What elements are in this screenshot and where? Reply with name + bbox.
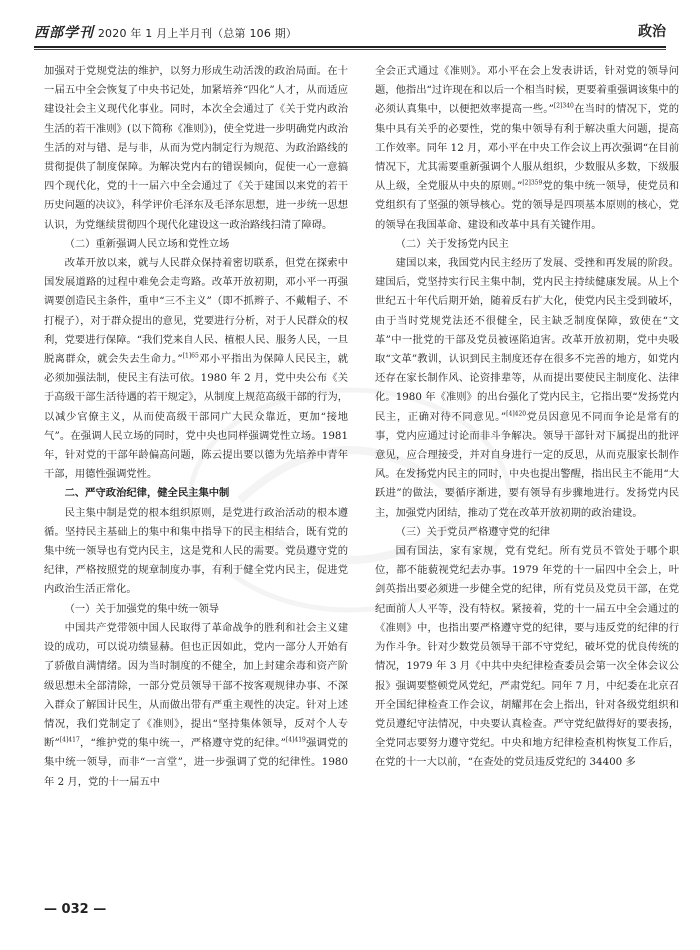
paragraph: 民主集中制是党的根本组织原则，是党进行政治活动的根本遵循。坚持民主基础上的集中和集中指导下的民主相结合，既有党的集中统一领导也有党内民主，这是党和人民的需要。党员遵守党的纪律，严格按照党的规章制度办事，有利于健全党内民主，促进党内政治生活正常化。 [44, 506, 348, 596]
subsection-heading: （一）关于加强党的集中统一领导 [64, 602, 220, 615]
paragraph: 加强对于党规党法的维护，以努力形成生动活泼的政治局面。在十一届五中全会恢复了中央书记处，加紧培养“四化”人才，从而适应建设社会主义现代化事业。同时，本次全会通过了《关于党内政治生活的若干准则》(以下简称《准则》)，使全党进一步明确党内政治生活的对与错、是与非，从而为党内制定行为规范、为政治路线的贯彻提供了制度保障。为解决党内右的错误倾向，促使一心一意搞四个现代化，党的十一届六中全会通过了《关于建国以来党的若干历史问题的决议》，科学评价毛泽东及毛泽东思想，进一步统一思想认识，为党继续贯彻四个现代化建设这一政治路线扫清了障碍。 [44, 65, 348, 231]
paragraph-text: 强调党的集中统一领导，而非“一言堂”，进一步强调了党的纪律性。1980 年 2 月，党的十一届五中 [44, 737, 349, 788]
paragraph [375, 62, 679, 235]
running-header [34, 20, 666, 44]
right-column [375, 62, 679, 773]
paragraph-text: 党的集中统一领导，使党员和党组织有了坚强的领导核心。党的领导是四项基本原则的核心，党的领导在我国革命、建设和改革中具有关键作用。 [375, 180, 679, 231]
citation: [4]420 [506, 410, 527, 418]
subsection-heading: （二）重新强调人民立场和党性立场 [64, 237, 230, 250]
issue-info: 2020 年 1 月上半月刊（总第 106 期） [97, 27, 298, 40]
paragraph [44, 254, 348, 484]
subsection-heading: （三）关于党员严格遵守党的纪律 [395, 525, 551, 538]
paragraph-text: 改革开放以来，就与人民群众保持着密切联系，但党在探索中国发展道路的过程中难免会走弯路。改革开放初期，邓小平一再强调要创造民主条件，重申“三不主义”（即不抓辫子、不戴帽子、不打棍子），对于群众提出的意见，党要进行分析，对于人民群众的权利，党要进行保障。“我们党来自人民、植根人民、服务人民，一旦脱离群众，就会失去生命力。” [44, 257, 348, 366]
citation: [4]417 [59, 736, 80, 744]
section-label: 政治 [638, 24, 666, 40]
journal-info [34, 22, 297, 42]
subsection-heading: （二）关于发扬党内民主 [395, 237, 509, 250]
header-rule-thin [34, 49, 666, 50]
section-heading: 二、严守政治纪律，健全民主集中制 [64, 487, 230, 500]
citation: [1]65 [182, 352, 199, 360]
citation: [2]340 [553, 102, 574, 110]
paragraph-text: 邓小平指出为保障人民民主，就必须加强法制，使民主有法可依。1980 年 2 月，党中央公布《关于高级干部生活待遇的若干规定》，从制度上规范高级干部的行为，以减少官僚主义，从而使高级干部同广大民众靠近，更加“接地气”。在强调人民立场的同时，党中央也同样强调党性立场。1981 年，针对党的干部年龄偏高问题，陈云提出要以德为先培养中青年干部，用德性强调党性。 [44, 353, 348, 481]
page-number: — 032 — [44, 902, 107, 917]
paragraph-text: ，“维护党的集中统一，严格遵守党的纪律。” [79, 737, 286, 750]
paragraph-text: 党员因意见不同而争论是常有的事，党内应通过讨论而非斗争解决。领导干部针对下属提出的批评意见，应合理接受，并对自身进行一定的反思，从而克服家长制作风。在发扬党内民主的同时，中央也提出警醒，指出民主不能用“大跃进”的做法，要循序渐进，要有领导有步骤地进行。发扬党内民主，加强党内团结，推动了党在改革开放初期的政治建设。 [375, 410, 679, 519]
citation: [4]419 [285, 736, 306, 744]
paragraph-text: 建国以来，我国党内民主经历了发展、受挫和再发展的阶段。建国后，党坚持实行民主集中制，党内民主持续健康发展。从上个世纪五十年代后期开始，随着反右扩大化，使党内民主受到破坏，由于当时党规党法还不很健全，民主缺乏制度保障，致使在“文革”中一批党的干部及党员被诬陷迫害。改革开放初期，党中央吸取“文革”教训，认识到民主制度还存在很多不完善的地方，如党内还存在家长制作风、论资排辈等，从而提出要使民主制度化、法律化。1980 年《准则》的出台强化了党内民主，它指出要“发扬党内民主，正确对待不同意见。” [375, 257, 679, 423]
paragraph [44, 619, 348, 792]
journal-title: 西部学刊 [34, 25, 94, 41]
paragraph-text: 在当时的情况下，党的集中具有关乎的必要性，党的集中领导有利于解决重大问题，提高工作效率。同年 12 月，邓小平在中央工作会议上再次强调“在目前情况下，尤其需要重新强调个人服从组织，少数服从多数，下级服从上级，全党服从中央的原则。” [375, 103, 679, 193]
header-rule-thick [34, 46, 666, 48]
paragraph: 国有国法，家有家规，党有党纪。所有党员不管处于哪个职位，都不能藐视党纪去办事。1979 年党的十一届四中全会上，叶剑英指出要必须进一步健全党的纪律，所有党员及党员干部，在党纪面前人人平等，没有特权。紧接着，党的十一届五中全会通过的《准则》中，也指出要严格遵守党的纪律，要与违反党的纪律的行为作斗争。针对少数党员领导干部不守党纪，破坏党的优良传统的情况，1979 年 3 月《中共中央纪律检查委员会第一次全体会议公报》强调要整顿党风党纪，严肃党纪。同年 7 月，中纪委在北京召开全国纪律检查工作会议，胡耀邦在会上指出，针对各级党组织和党员遵纪守法情况，中央要认真检查。严守党纪做得好的要表扬，全党同志要努力遵守党纪。中央和地方纪律检查机构恢复工作后，在党的十一大以前，“在查处的党员违反党纪的 34400 多 [375, 545, 679, 769]
paragraph-text: 全会正式通过《准则》。邓小平在会上发表讲话，针对党的领导问题，他指出“过许现在和以后一个相当时候，更要着重强调该集中的必须认真集中，以便把效率提高一些。” [375, 65, 679, 116]
left-column [44, 62, 348, 792]
paragraph [375, 254, 679, 523]
paragraph-text: 中国共产党带领中国人民取得了革命战争的胜利和社会主义建设的成功，可以说功绩显赫。但也正因如此，党内一部分人开始有了骄傲自满情绪。因为当时制度的不健全，加上封建余毒和资产阶级思想未全部清除，一部分党员领导干部不按客观规律办事、不深入群众了解国计民生，从而做出带有严重主观性的决定。针对上述情况，我们党制定了《准则》，提出“坚持集体领导，反对个人专断” [44, 621, 348, 750]
citation: [2]359 [522, 179, 543, 187]
